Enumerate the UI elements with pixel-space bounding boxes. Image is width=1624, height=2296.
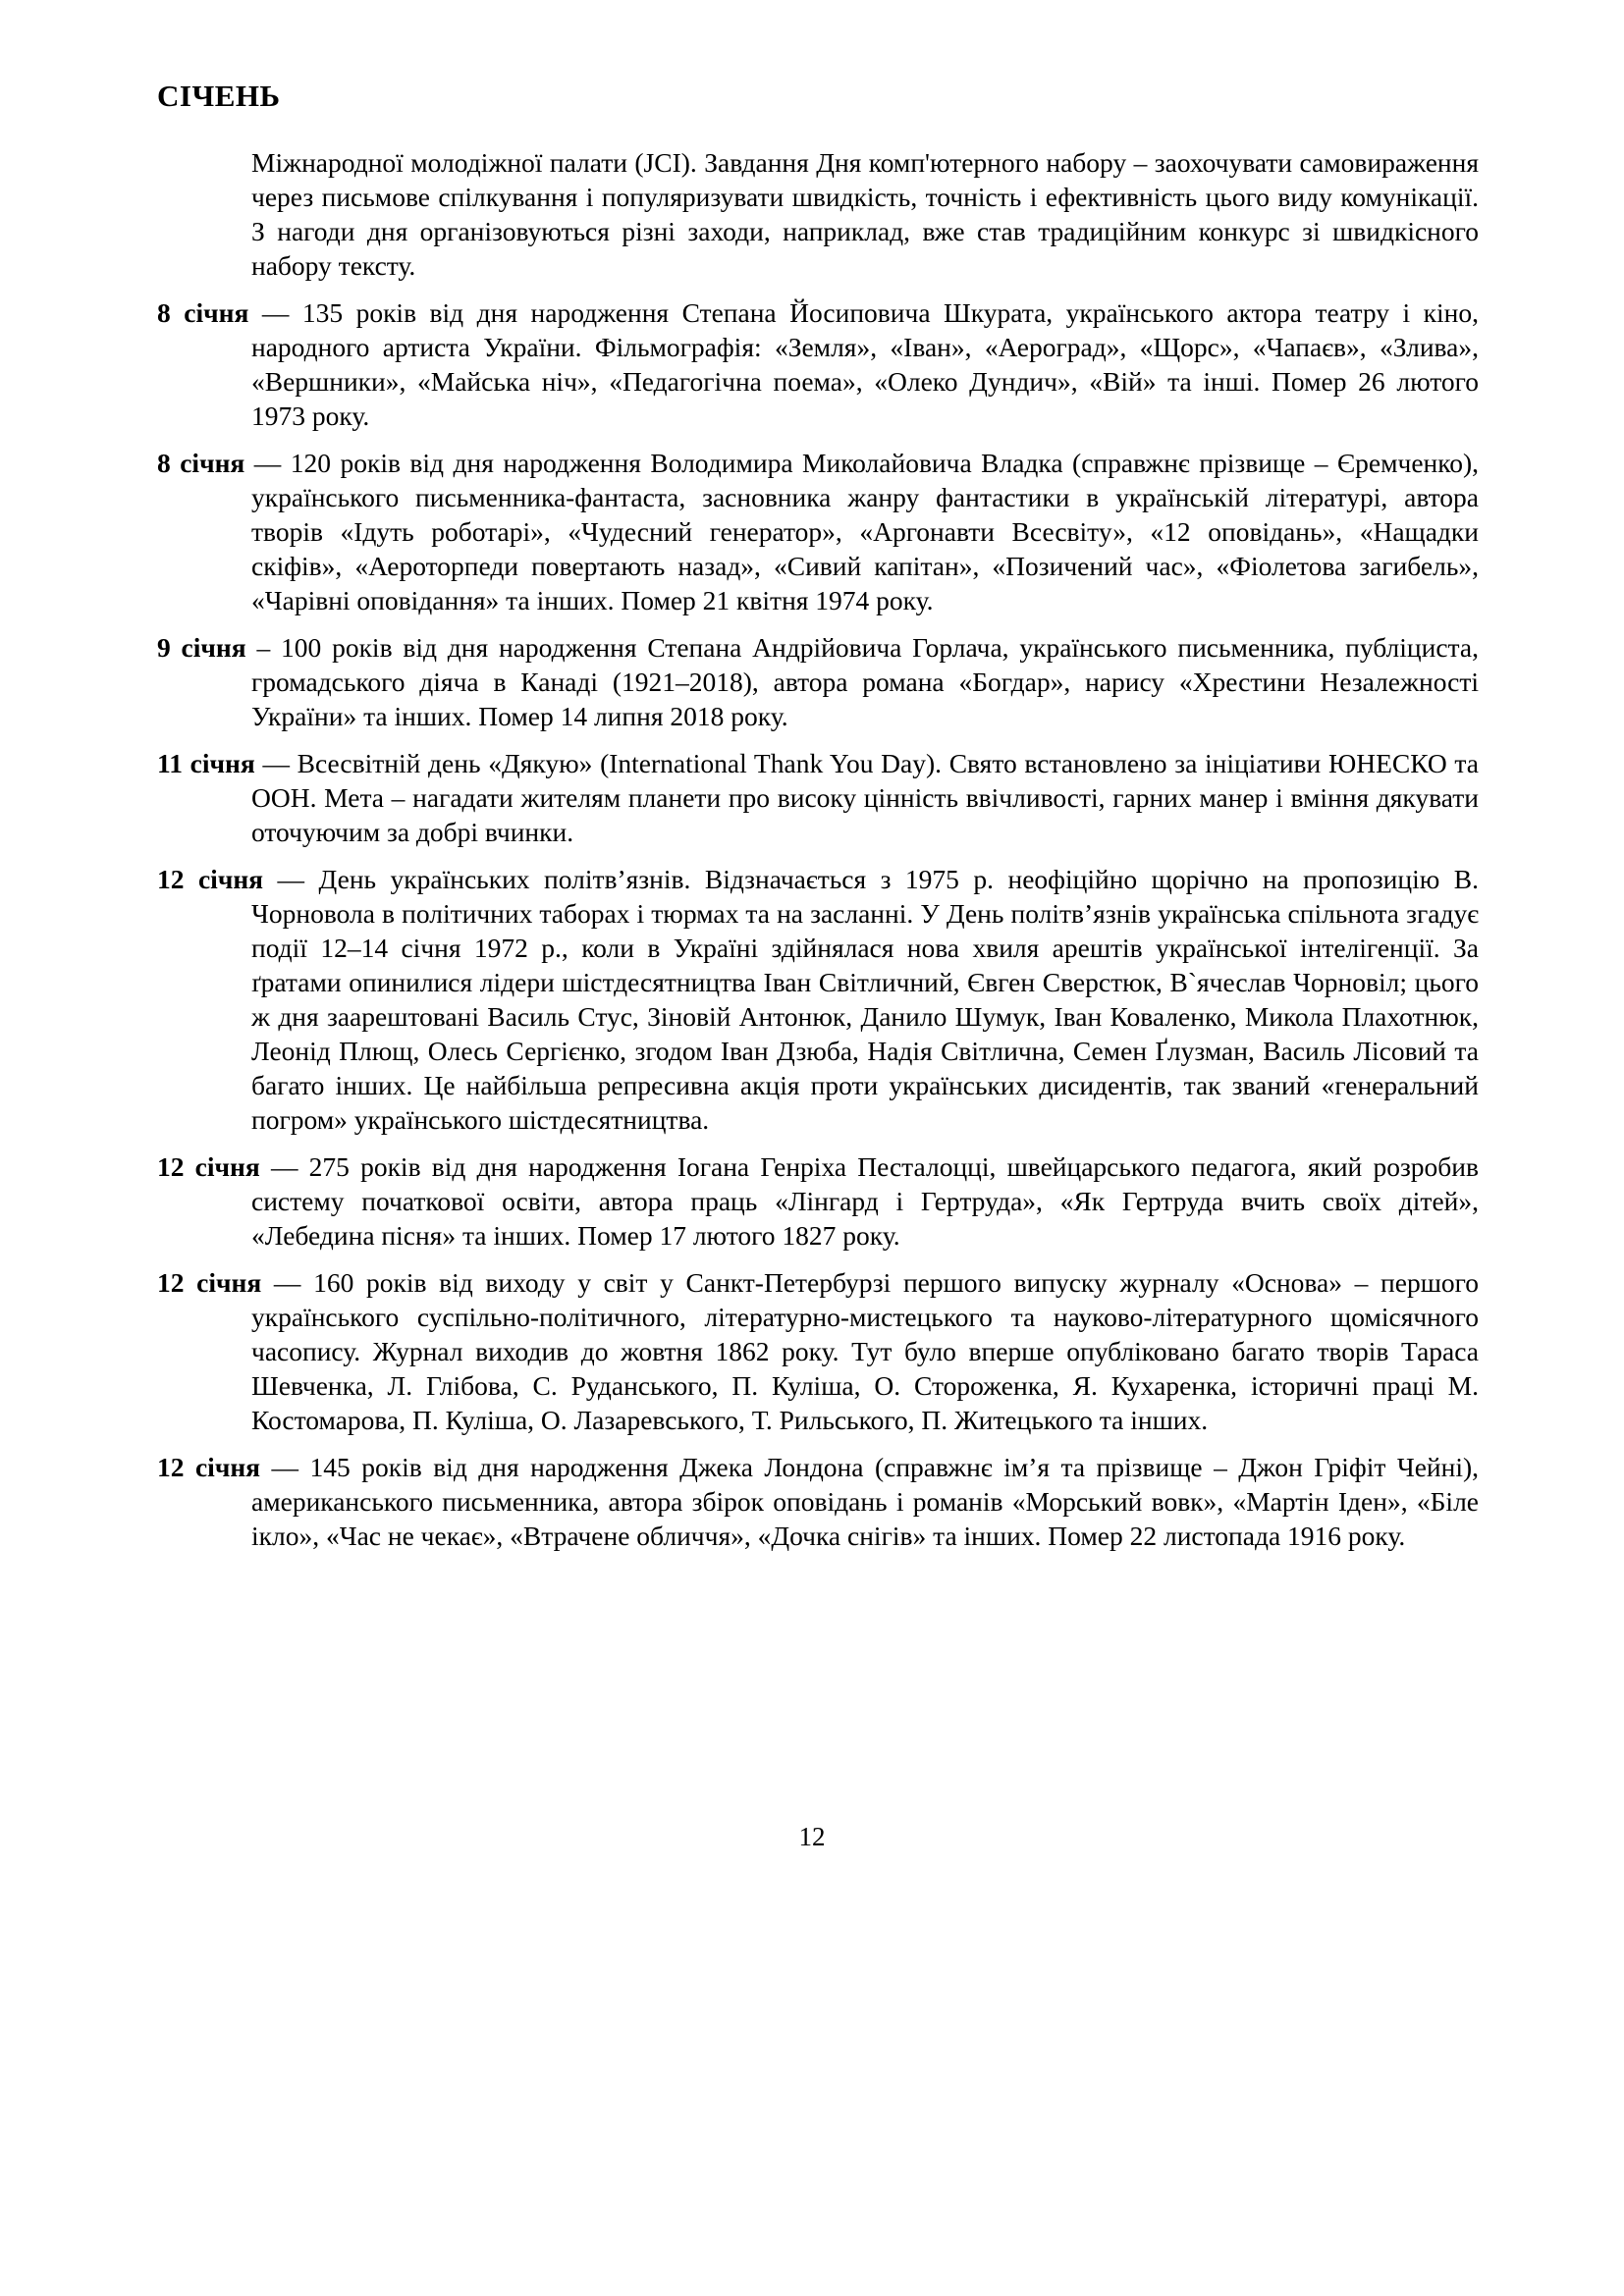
entry-text: — День українських політв’язнів. Відзначається з 1975 р. неофіційно щорічно на пропозицію В. Чорновола в політичних таборах і тюрмах та на засланні. У День політв’язнів українська спільнота згадує події 12–14 січня 1972 р., коли в Україні здійнялася нова хвиля арештів української інтелігенції. За ґратами опинилися лідери шістдесятництва Іван Світличний, Євген Сверстюк, В`ячеслав Чорновіл; цього ж дня заарештовані Василь Стус, Зіновій Антонюк, Данило Шумук, Іван Коваленко, Микола Плахотнюк, Леонід Плющ, Олесь Сергієнко, згодом Іван Дзюба, Надія Світлична, Семен Ґлузман, Василь Лісовий та багато інших. Це найбільша репресивна акція проти українських дисидентів, так званий «генеральний погром» українського шістдесятництва. [251, 864, 1479, 1135]
calendar-entry [157, 630, 1479, 733]
entry-date: 12 січня [157, 1452, 261, 1482]
entry-text: — 120 років від дня народження Володимира Миколайовича Владка (справжнє прізвище – Єремченко), українського письменника-фантаста, засновника жанру фантастики в українській літературі, автора творів «Ідуть роботарі», «Чудесний генератор», «Аргонавти Всесвіту», «12 оповідань», «Нащадки скіфів», «Аероторпеди повертають назад», «Сивий капітан», «Позичений час», «Фіолетова загибель», «Чарівні оповідання» та інших. Помер 21 квітня 1974 року. [244, 448, 1480, 615]
entry-date: 12 січня [157, 864, 264, 894]
entry-text: — 145 років від дня народження Джека Лондона (справжнє ім’я та прізвище – Джон Гріфіт Чейні), американського письменника, автора збірок оповідань і романів «Морський вовк», «Мартін Іден», «Біле ікло», «Час не чекає», «Втрачене обличчя», «Дочка снігів» та інших. Помер 22 листопада 1916 року. [251, 1452, 1480, 1551]
calendar-entry [157, 1149, 1479, 1253]
entry-date: 12 січня [157, 1267, 262, 1298]
intro-paragraph: Міжнародної молодіжної палати (JCI). Завдання Дня комп'ютерного набору – заохочувати самовираження через письмове спілкування і популяризувати швидкість, точність і ефективність цього виду комунікації. З нагоди дня організовуються різні заходи, наприклад, вже став традиційним конкурс зі швидкісного набору тексту. [251, 147, 1479, 281]
entry-date: 8 січня [157, 448, 245, 478]
entry-text: — 160 років від виходу у світ у Санкт-Петербурзі першого випуску журналу «Основа» – першого українського суспільно-політичного, літературно-мистецького та науково-літературного щомісячного часопису. Журнал виходив до жовтня 1862 року. Тут було вперше опубліковано багато творів Тараса Шевченка, Л. Глібова, С. Руданського, П. Куліша, О. Стороженка, Я. Кухаренка, історичні праці М. Костомарова, П. Куліша, О. Лазаревського, Т. Рильського, П. Житецького та інших. [251, 1267, 1480, 1435]
entry-text: — Всесвітній день «Дякую» (International Thank You Day). Свято встановлено за ініціативи ЮНЕСКО та ООН. Мета – нагадати жителям планети про високу цінність ввічливості, гарних манер і вміння дякувати оточуючим за добрі вчинки. [251, 748, 1479, 847]
entry-date: 11 січня [157, 748, 255, 778]
calendar-entry [157, 1450, 1479, 1553]
calendar-entry [157, 446, 1479, 617]
entry-text: — 135 років від дня народження Степана Йосиповича Шкурата, українського актора театру і кіно, народного артиста України. Фільмографія: «Земля», «Іван», «Аероград», «Щорс», «Чапаєв», «Злива», «Вершники», «Майська ніч», «Педагогічна поема», «Олеко Дундич», «Вій» та інші. Помер 26 лютого 1973 року. [248, 297, 1479, 431]
entry-date: 12 січня [157, 1151, 260, 1182]
entry-text: — 275 років від дня народження Іогана Генріха Песталоцці, швейцарського педагога, який розробив систему початкової освіти, автора праць «Лінгард і Гертруда», «Як Гертруда вчить своїх дітей», «Лебедина пісня» та інших. Помер 17 лютого 1827 року. [251, 1151, 1479, 1251]
page-title: СІЧЕНЬ [157, 79, 281, 113]
entry-date: 9 січня [157, 632, 246, 663]
calendar-entry [157, 746, 1479, 849]
calendar-entry [157, 1265, 1479, 1437]
entry-text: – 100 років від дня народження Степана Андрійовича Горлача, українського письменника, публіциста, громадського діяча в Канаді (1921–2018), автора романа «Богдар», нарису «Хрестини Незалежності України» та інших. Помер 14 липня 2018 року. [245, 632, 1479, 731]
calendar-entry [157, 862, 1479, 1137]
entry-date: 8 січня [157, 297, 249, 328]
page-number: 12 [798, 1822, 826, 1851]
calendar-entries [157, 145, 1479, 1566]
calendar-entry [157, 295, 1479, 433]
